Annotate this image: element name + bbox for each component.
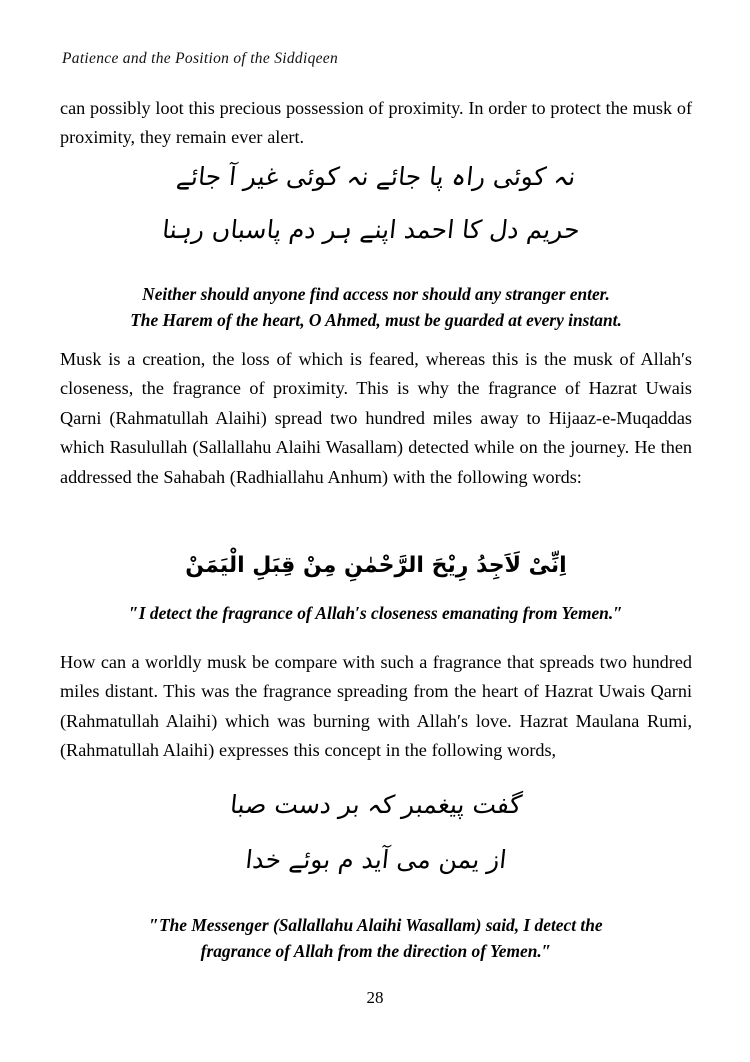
body-paragraph-2: Musk is a creation, the loss of which is feared, whereas this is the musk of Allah′s closeness, the fragrance of proximity. This is why the fragrance of Hazrat Uwais Qarni (Rahmatullah Alaihi) spread two hundred miles away to Hijaaz-e-Muqaddas which Rasulullah (Sallallahu Alaihi Wasallam) detected while on the journey. He then addressed the Sahabah (Radhiallahu Anhum) with the following words: xyxy=(60,349,692,487)
persian-couplet-2-line-1: گفت پیغمبر کہ بر دست صبا xyxy=(228,790,524,819)
paragraph-block-1 xyxy=(60,94,692,153)
page-number: 28 xyxy=(366,988,384,1007)
body-paragraph-3: How can a worldly musk be compare with such a fragrance that spreads two hundred miles distant. This was the fragrance spreading from the heart of Hazrat Uwais Qarni (Rahmatullah Alaihi) which was burning with Allah′s love. Hazrat Maulana Rumi, (Rahmatullah Alaihi) expresses this concept in the following words, xyxy=(60,652,692,761)
translation-block-3 xyxy=(60,912,692,964)
translation-2-line-1: ″I detect the fragrance of Allah′s closeness emanating from Yemen.″ xyxy=(129,603,623,623)
translation-1-line-1: Neither should anyone find access nor should any stranger enter. xyxy=(142,284,610,304)
translation-3-line-2: fragrance of Allah from the direction of Yemen.″ xyxy=(200,941,552,961)
urdu-couplet-1-line-1: نہ کوئی راہ پا جائے نہ کوئی غیر آ جائے xyxy=(175,162,578,191)
urdu-couplet-1 xyxy=(60,158,692,250)
arabic-hadith-text: اِنِّىْ لَاَجِدُ رِيْحَ الرَّحْمٰنِ مِنْ قِبَلِ الْيَمَنْ xyxy=(185,553,567,578)
translation-block-1 xyxy=(60,281,692,333)
translation-3-line-1: ″The Messenger (Sallallahu Alaihi Wasallam) said, I detect the xyxy=(149,915,603,935)
paragraph-block-3 xyxy=(60,648,692,766)
persian-couplet-2 xyxy=(60,786,692,880)
urdu-couplet-1-line-2: حریم دل کا احمد اپنے ہر دم پاسباں رہنا xyxy=(160,214,582,244)
translation-1-line-2: The Harem of the heart, O Ahmed, must be guarded at every instant. xyxy=(130,310,622,330)
paragraph-block-2 xyxy=(60,345,692,492)
translation-block-2 xyxy=(60,600,692,626)
running-head: Patience and the Position of the Siddiqeen xyxy=(62,50,339,67)
arabic-hadith-quote xyxy=(60,548,692,583)
body-paragraph-1: can possibly loot this precious possession of proximity. In order to protect the musk of proximity, they remain ever alert. xyxy=(60,98,692,148)
persian-couplet-2-line-2: از یمن می آید م بوئے خدا xyxy=(244,844,509,874)
